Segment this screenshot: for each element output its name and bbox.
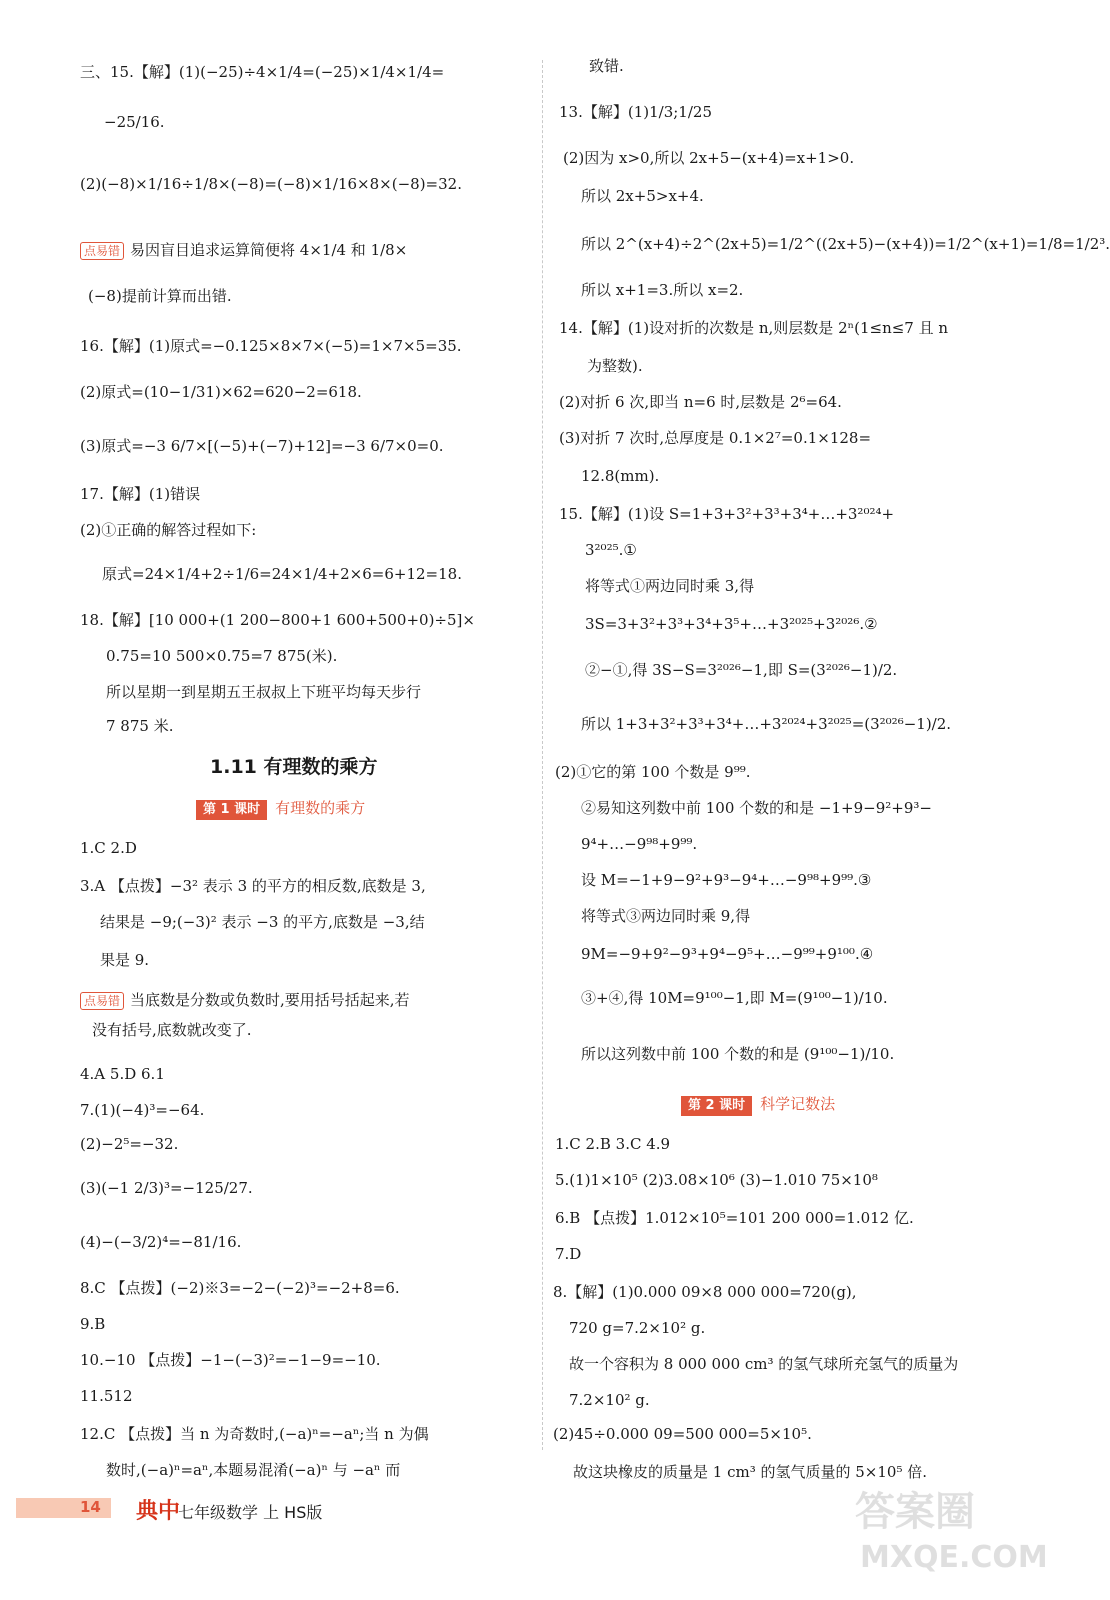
line: 8.C 【点拨】(−2)※3=−2−(−2)³=−2+8=6. xyxy=(80,1279,400,1297)
line: (4)−(−3/2)⁴=−81/16. xyxy=(80,1233,242,1251)
watermark xyxy=(855,1480,1048,1590)
line: (2)45÷0.000 09=500 000=5×10⁵. xyxy=(553,1425,812,1443)
line: 18.【解】[10 000+(1 200−800+1 600+500+0)÷5]× xyxy=(80,611,475,629)
line: 3S=3+3²+3³+3⁴+3⁵+…+3²⁰²⁵+3²⁰²⁶.② xyxy=(585,615,878,633)
line: 11.512 xyxy=(80,1387,133,1405)
line: 所以 2^(x+4)÷2^(2x+5)=1/2^((2x+5)−(x+4))=1/2^(x+1)=1/8=1/2³. xyxy=(581,235,1110,253)
line: (−8)提前计算而出错. xyxy=(88,287,232,305)
line: (2)(−8)×1/16÷1/8×(−8)=(−8)×1/16×8×(−8)=32. xyxy=(80,175,462,193)
line: 结果是 −9;(−3)² 表示 −3 的平方,底数是 −3,结 xyxy=(100,913,425,931)
line: (2)对折 6 次,即当 n=6 时,层数是 2⁶=64. xyxy=(559,393,842,411)
page-number: 14 xyxy=(80,1498,101,1516)
line: 3.A 【点拨】−3² 表示 3 的平方的相反数,底数是 3, xyxy=(80,877,426,895)
line: −25/16. xyxy=(104,113,165,131)
line: 8.【解】(1)0.000 09×8 000 000=720(g), xyxy=(553,1283,857,1301)
watermark-line: MXQE.COM xyxy=(860,1540,1048,1575)
line: (2)①它的第 100 个数是 9⁹⁹. xyxy=(555,763,751,781)
line: 三、15.【解】(1)(−25)÷4×1/4=(−25)×1/4×1/4= xyxy=(80,63,445,81)
line: 致错. xyxy=(589,57,624,75)
line: 16.【解】(1)原式=−0.125×8×7×(−5)=1×7×5=35. xyxy=(80,337,462,355)
line: 没有括号,底数就改变了. xyxy=(92,1021,252,1039)
line: 1.C 2.B 3.C 4.9 xyxy=(555,1135,671,1153)
lesson-heading xyxy=(681,1094,835,1116)
line: 将等式①两边同时乘 3,得 xyxy=(585,577,755,595)
line: 所以 2x+5>x+4. xyxy=(581,187,704,205)
line: (3)对折 7 次时,总厚度是 0.1×2⁷=0.1×128= xyxy=(559,429,872,447)
lesson-tag: 第 1 课时 xyxy=(196,800,267,820)
book-title: 七年级数学 上 HS版 xyxy=(178,1503,323,1522)
lesson-tag: 第 2 课时 xyxy=(681,1096,752,1116)
line: ③+④,得 10M=9¹⁰⁰−1,即 M=(9¹⁰⁰−1)/10. xyxy=(581,989,888,1007)
lesson-heading xyxy=(196,798,365,820)
line: 10.−10 【点拨】−1−(−3)²=−1−9=−10. xyxy=(80,1351,381,1369)
line: 设 M=−1+9−9²+9³−9⁴+…−9⁹⁸+9⁹⁹.③ xyxy=(581,871,872,889)
brand-logo: 典中 xyxy=(136,1499,181,1524)
line: 9M=−9+9²−9³+9⁴−9⁵+…−9⁹⁹+9¹⁰⁰.④ xyxy=(581,945,874,963)
line: 7.(1)(−4)³=−64. xyxy=(80,1101,205,1119)
line: 720 g=7.2×10² g. xyxy=(569,1319,706,1337)
column-divider xyxy=(542,60,543,1450)
line: 为整数). xyxy=(587,357,643,375)
line: 果是 9. xyxy=(100,951,150,969)
lesson-title: 有理数的乘方 xyxy=(275,799,366,817)
line: 12.8(mm). xyxy=(581,467,660,485)
line: 6.B 【点拨】1.012×10⁵=101 200 000=1.012 亿. xyxy=(555,1209,914,1227)
line: 7 875 米. xyxy=(106,717,174,735)
line: 13.【解】(1)1/3;1/25 xyxy=(559,103,712,121)
line: 所以 1+3+3²+3³+3⁴+…+3²⁰²⁴+3²⁰²⁵=(3²⁰²⁶−1)/2. xyxy=(581,715,952,733)
warn-tag: 点易错 xyxy=(80,992,124,1010)
line: 当底数是分数或负数时,要用括号括起来,若 xyxy=(130,991,410,1009)
line: 4.A 5.D 6.1 xyxy=(80,1065,165,1083)
line: (2)−2⁵=−32. xyxy=(80,1135,179,1153)
line: 原式=24×1/4+2÷1/6=24×1/4+2×6=6+12=18. xyxy=(102,565,462,583)
line: (3)原式=−3 6/7×[(−5)+(−7)+12]=−3 6/7×0=0. xyxy=(80,437,444,455)
line: 0.75=10 500×0.75=7 875(米). xyxy=(106,647,338,665)
line: 7.D xyxy=(555,1245,582,1263)
line: 9.B xyxy=(80,1315,106,1333)
line: 故这块橡皮的质量是 1 cm³ 的氢气质量的 5×10⁵ 倍. xyxy=(573,1463,928,1481)
line: 17.【解】(1)错误 xyxy=(80,485,201,503)
page-footer xyxy=(16,1494,456,1524)
section-title: 1.11 有理数的乘方 xyxy=(210,756,378,778)
lesson-title: 科学记数法 xyxy=(760,1095,836,1113)
line: ②易知这列数中前 100 个数的和是 −1+9−9²+9³− xyxy=(581,799,932,817)
line: 故一个容积为 8 000 000 cm³ 的氢气球所充氢气的质量为 xyxy=(569,1355,959,1373)
line: 3²⁰²⁵.① xyxy=(585,541,637,559)
line: 易因盲目追求运算简便将 4×1/4 和 1/8× xyxy=(130,241,408,259)
warn-tag: 点易错 xyxy=(80,242,124,260)
line: ②−①,得 3S−S=3²⁰²⁶−1,即 S=(3²⁰²⁶−1)/2. xyxy=(585,661,898,679)
line: 12.C 【点拨】当 n 为奇数时,(−a)ⁿ=−aⁿ;当 n 为偶 xyxy=(80,1425,429,1443)
line: 所以星期一到星期五王叔叔上下班平均每天步行 xyxy=(106,683,422,701)
line: 7.2×10² g. xyxy=(569,1391,650,1409)
line: 所以这列数中前 100 个数的和是 (9¹⁰⁰−1)/10. xyxy=(581,1045,895,1063)
line: 将等式③两边同时乘 9,得 xyxy=(581,907,751,925)
line: 1.C 2.D xyxy=(80,839,137,857)
line: 9⁴+…−9⁹⁸+9⁹⁹. xyxy=(581,835,698,853)
line: 15.【解】(1)设 S=1+3+3²+3³+3⁴+…+3²⁰²⁴+ xyxy=(559,505,895,523)
line: (2)①正确的解答过程如下: xyxy=(80,521,257,539)
line: 所以 x+1=3.所以 x=2. xyxy=(581,281,744,299)
warn-note xyxy=(80,990,410,1010)
line: 数时,(−a)ⁿ=aⁿ,本题易混淆(−a)ⁿ 与 −aⁿ 而 xyxy=(106,1461,401,1479)
line: 5.(1)1×10⁵ (2)3.08×10⁶ (3)−1.010 75×10⁸ xyxy=(555,1171,878,1189)
line: (3)(−1 2/3)³=−125/27. xyxy=(80,1179,253,1197)
warn-note xyxy=(80,240,407,260)
line: (2)因为 x>0,所以 2x+5−(x+4)=x+1>0. xyxy=(563,149,855,167)
line: (2)原式=(10−1/31)×62=620−2=618. xyxy=(80,383,362,401)
line: 14.【解】(1)设对折的次数是 n,则层数是 2ⁿ(1≤n≤7 且 n xyxy=(559,319,949,337)
watermark-line: 答案圈 xyxy=(855,1489,975,1535)
